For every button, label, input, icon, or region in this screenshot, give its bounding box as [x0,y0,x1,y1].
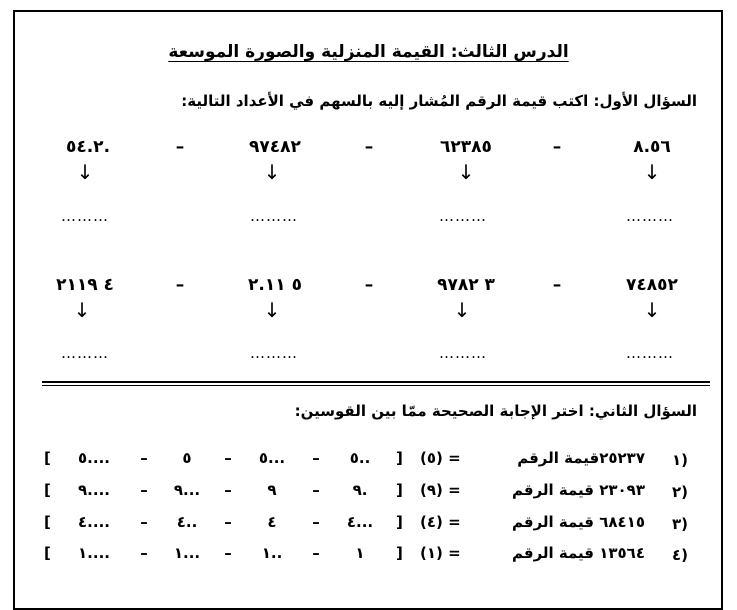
option-choice[interactable]: ٩ [267,481,277,499]
q1-separator: – [552,137,562,157]
bracket-open: [ [44,544,51,562]
option-separator: – [312,481,320,499]
q1-separator: – [175,137,185,157]
q1-number: ٥٤.٢. [65,137,111,157]
answer-blank[interactable]: ……… [439,207,487,225]
item-label: ١٣٥٦٤ قيمة الرقم [511,544,645,562]
option-choice[interactable]: ٤... [346,513,374,531]
option-separator: – [140,513,148,531]
option-choice[interactable]: ١... [173,544,201,562]
item-index: ٢) [671,483,688,501]
down-arrow-icon: ↓ [643,160,661,184]
option-choice[interactable]: ٩.... [78,481,110,499]
item-label: ٢٣٠٩٣ قيمة الرقم [511,481,645,499]
q1-number: ٧٤٨٥٢ [626,275,678,295]
question2-heading: السؤال الثاني: اختر الإجابة الصحيحة ممّا بين القوسين: [294,402,697,420]
answer-blank[interactable]: ……… [250,344,298,362]
bracket-close: ] [396,481,403,499]
question1-heading: السؤال الأول: اكتب قيمة الرقم المُشار إليه بالسهم في الأعداد التالية: [181,92,697,110]
option-separator: – [140,481,148,499]
item-digit: (٥) = [420,449,461,467]
q1-separator: – [175,275,185,295]
answer-blank[interactable]: ……… [61,344,109,362]
down-arrow-icon: ↓ [76,160,94,184]
q1-number: ٤ ٢١١٩ [56,275,114,295]
down-arrow-icon: ↓ [73,298,91,322]
answer-blank[interactable]: ……… [626,344,674,362]
item-index: ١) [671,451,688,469]
option-choice[interactable]: ٩... [173,481,201,499]
down-arrow-icon: ↓ [263,298,281,322]
bracket-close: ] [396,449,403,467]
bracket-close: ] [396,513,403,531]
option-separator: – [312,449,320,467]
option-choice[interactable]: ٤.... [78,513,110,531]
option-choice[interactable]: ١ [355,544,365,562]
option-separator: – [140,449,148,467]
option-separator: – [224,481,232,499]
option-separator: – [312,513,320,531]
option-choice[interactable]: ١.... [78,544,110,562]
option-choice[interactable]: ٤ [267,513,277,531]
down-arrow-icon: ↓ [643,298,661,322]
option-separator: – [224,449,232,467]
q1-separator: – [364,137,374,157]
q1-number: ٨.٥٦ [633,137,671,157]
option-choice[interactable]: ٥.... [78,449,110,467]
q1-separator: – [552,275,562,295]
down-arrow-icon: ↓ [453,298,471,322]
q1-number: ٩٧٤٨٢ [249,137,301,157]
item-digit: (٩) = [420,481,461,499]
option-separator: – [224,513,232,531]
down-arrow-icon: ↓ [457,160,475,184]
item-label: ٢٥٢٣٧قيمة الرقم [517,449,645,467]
q1-separator: – [364,275,374,295]
option-choice[interactable]: ١.. [261,544,283,562]
item-label: ٦٨٤١٥ قيمة الرقم [511,513,645,531]
bracket-open: [ [44,481,51,499]
option-separator: – [224,544,232,562]
section-divider [42,381,710,386]
bracket-open: [ [44,513,51,531]
option-choice[interactable]: ٥ [182,449,192,467]
lesson-title: الدرس الثالث: القيمة المنزلية والصورة الموسعة [168,42,569,62]
answer-blank[interactable]: ……… [439,344,487,362]
bracket-close: ] [396,544,403,562]
item-digit: (١) = [420,544,461,562]
bracket-open: [ [44,449,51,467]
item-index: ٣) [671,515,688,533]
option-separator: – [140,544,148,562]
answer-blank[interactable]: ……… [61,207,109,225]
answer-blank[interactable]: ……… [250,207,298,225]
q1-number: ٣ ٩٧٨٢ [437,275,495,295]
option-choice[interactable]: ٥.. [349,449,371,467]
down-arrow-icon: ↓ [263,160,281,184]
option-choice[interactable]: ٩. [352,481,368,499]
item-digit: (٤) = [420,513,461,531]
option-separator: – [312,544,320,562]
option-choice[interactable]: ٥... [258,449,286,467]
answer-blank[interactable]: ……… [626,207,674,225]
q1-number: ٥ ٢.١١ [248,275,302,295]
q1-number: ٦٢٣٨٥ [440,137,492,157]
item-index: ٤) [671,546,688,564]
option-choice[interactable]: ٤.. [176,513,198,531]
